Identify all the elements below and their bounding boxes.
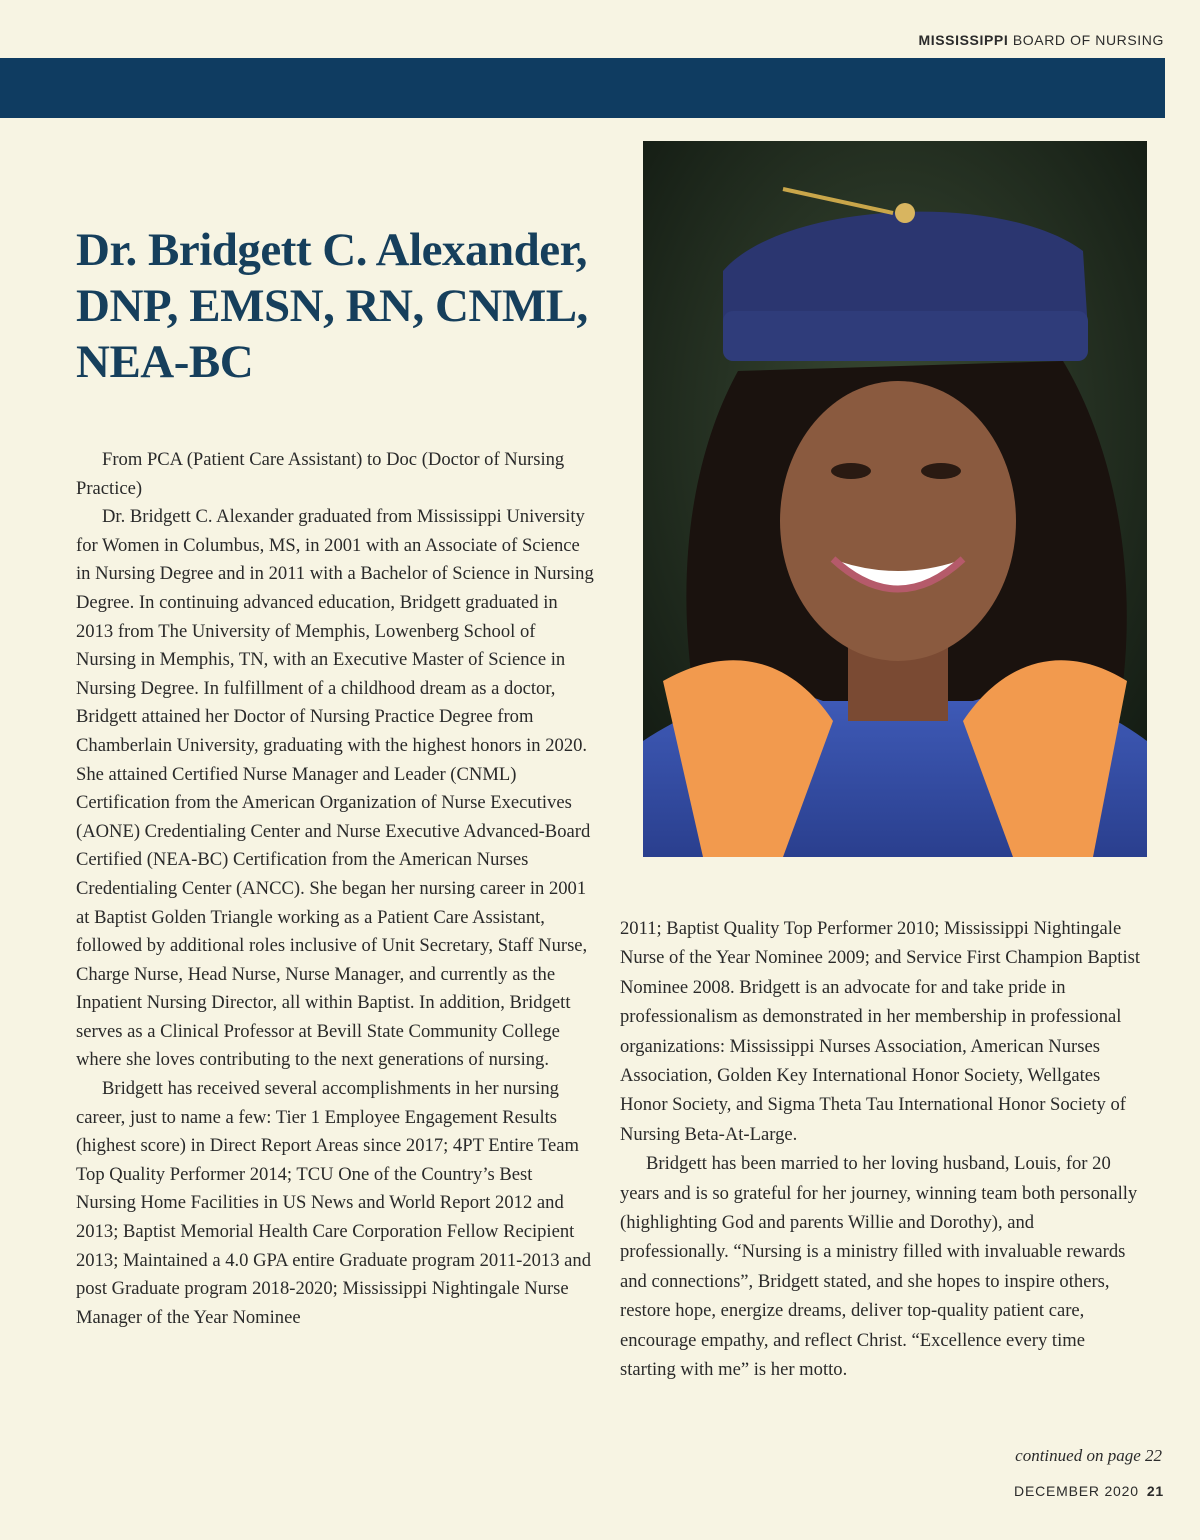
article-paragraph: From PCA (Patient Care Assistant) to Doc (Doctor of Nursing Practice) (76, 449, 565, 499)
page-footer (1014, 1483, 1164, 1499)
article-column-left (76, 446, 594, 1332)
article-paragraph: Dr. Bridgett C. Alexander graduated from Mississippi University for Women in Columbus, MS, in 2001 with an Associate of Science in Nursing Degree and in 2011 with a Bachelor of Science in Nursing Degree. In continuing advanced education, Bridgett graduated in 2013 from The University of Memphis, Lowenberg School of Nursing in Memphis, TN, with an Executive Master of Science in Nursing Degree. In fulfillment of a childhood dream as a doctor, Bridgett attained her Doctor of Nursing Practice Degree from Chamberlain University, graduating with the highest honors in 2020. She attained Certified Nurse Manager and Leader (CNML) Certification from the American Organization of Nurse Executives (AONE) Credentialing Center and Nurse Executive Advanced-Board Certified (NEA-BC) Certification from the American Nurses Credentialing Center (ANCC). She began her nursing career in 2001 at Baptist Golden Triangle working as a Patient Care Assistant, followed by additional roles inclusive of Unit Secretary, Staff Nurse, Charge Nurse, Head Nurse, Nurse Manager, and currently as the Inpatient Nursing Director, all within Baptist. In addition, Bridgett serves as a Clinical Professor at Bevill State Community College where she loves contributing to the next generations of nursing. (76, 506, 594, 1071)
article-paragraph: Bridgett has received several accomplishments in her nursing career, just to name a few: Tier 1 Employee Engagement Results (highest score) in Direct Report Areas since 2017; 4PT Entire Team Top Quality Performer 2014; TCU One of the Country’s Best Nursing Home Facilities in US News and World Report 2012 and 2013; Baptist Memorial Health Care Corporation Fellow Recipient 2013; Maintained a 4.0 GPA entire Graduate program 2011-2013 and post Graduate program 2018-2020; Mississippi Nightingale Nurse Manager of the Year Nominee (76, 1078, 592, 1328)
portrait-illustration (643, 141, 1147, 857)
article-paragraph: 2011; Baptist Quality Top Performer 2010; Mississippi Nightingale Nurse of the Year Nominee 2009; and Service First Champion Baptist Nominee 2008. Bridgett is an advocate for and take pride in professionalism as demonstrated in her membership in professional organizations: Mississippi Nurses Association, American Nurses Association, Golden Key International Honor Society, Wellgates Honor Society, and Sigma Theta Tau International Honor Society of Nursing Beta-At-Large. (620, 918, 1141, 1145)
article-column-right (620, 914, 1145, 1385)
publication-brand-bold: MISSISSIPPI (918, 32, 1009, 48)
page-number: 21 (1146, 1483, 1164, 1499)
article-paragraph: Bridgett has been married to her loving husband, Louis, for 20 years and is so grateful for her journey, winning team both personally (highlighting God and parents Willie and Dorothy), and professionally. “Nursing is a ministry filled with invaluable rewards and connections”, Bridgett stated, and she hopes to inspire others, restore hope, energize dreams, deliver top-quality patient care, encourage empathy, and reflect Christ. “Excellence every time starting with me” is her motto. (620, 1153, 1138, 1381)
article-title: Dr. Bridgett C. Alexander, DNP, EMSN, RN, CNML, NEA-BC (76, 224, 588, 388)
issue-date: DECEMBER 2020 (1014, 1483, 1139, 1499)
portrait-photo (643, 141, 1147, 857)
continued-note: continued on page 22 (1015, 1446, 1162, 1465)
publication-label (918, 32, 1164, 48)
header-banner (0, 58, 1165, 118)
publication-brand-rest: BOARD OF NURSING (1008, 32, 1164, 48)
